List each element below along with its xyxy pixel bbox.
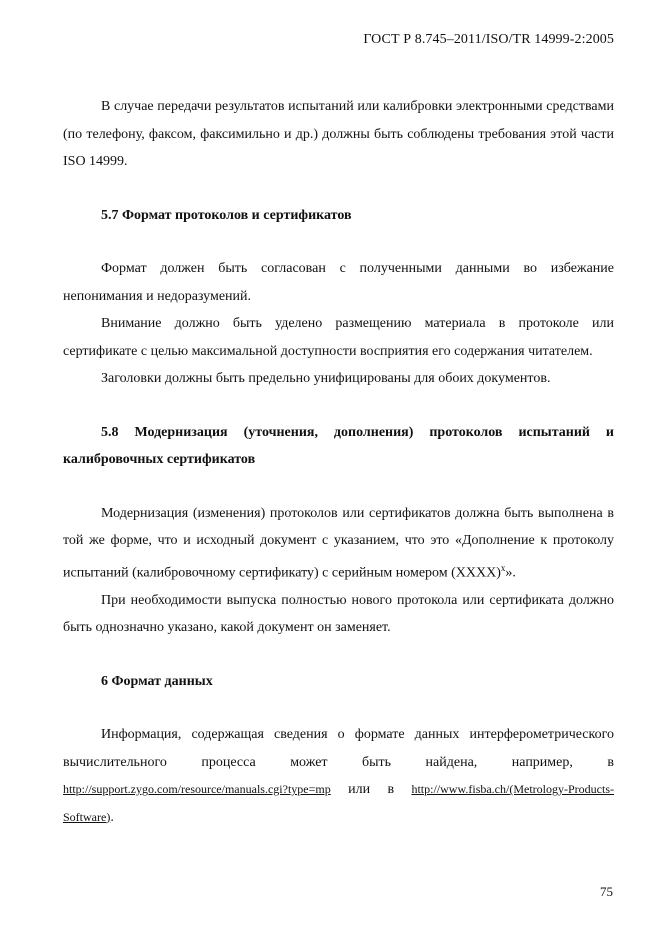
section-5-8-paragraph-1-end: ». (505, 565, 516, 581)
section-5-8-paragraph-1 (63, 500, 614, 587)
section-5-7-paragraph-3: Заголовки должны быть предельно унифицированы для обоих документов. (101, 371, 551, 386)
section-6-paragraph-1-end: . (110, 809, 114, 825)
section-6-title: 6 Формат данных (101, 673, 213, 689)
zygo-manuals-link[interactable]: http://support.zygo.com/resource/manuals.cgi?type=mp (63, 782, 331, 797)
section-6-or-in: или в (348, 782, 395, 798)
fisba-metrology-link[interactable]: http://www.fisba.ch/(Metrology-Products-Software) (63, 782, 614, 824)
footnote-marker: x (500, 562, 506, 573)
page-number: 75 (600, 884, 613, 899)
section-6-paragraph-1 (63, 721, 614, 831)
section-6-paragraph-1-text: Информация, содержащая сведения о формате данных интерферометрического вычислительного процесса может быть найдена, например, (63, 727, 614, 770)
section-6-in: в (607, 754, 614, 770)
section-5-7-paragraph-2: Внимание должно быть уделено размещению материала в протоколе или сертификате с целью максимальной доступности восприятия его содержания читателем. (63, 316, 614, 359)
section-5-7-paragraph-1: Формат должен быть согласован с полученными данными во избежание непонимания и недоразумений. (63, 261, 614, 304)
section-5-8-title: 5.8 Модернизация (уточнения, дополнения) протоколов испытаний и калибровочных сертификатов (63, 424, 614, 467)
standard-header: ГОСТ Р 8.745–2011/ISO/TR 14999-2:2005 (363, 32, 614, 47)
section-5-8-paragraph-2: При необходимости выпуска полностью нового протокола или сертификата должно быть однозначно указано, какой документ он заменяет. (63, 592, 614, 636)
section-5-7-title: 5.7 Формат протоколов и сертификатов (101, 207, 352, 223)
section-5-8-paragraph-1-text: Модернизация (изменения) протоколов или сертификатов должна быть выполнена в той же форме, что и исходный документ с указанием, что это «Дополнение к протоколу испытаний (калибровочному сертификату) с серийным номером (XXXX) (63, 505, 614, 581)
intro-paragraph: В случае передачи результатов испытаний или калибровки электронными средствами (по телефону, факсом, факсимильно и др.) должны быть соблюдены требования этой части ISO 14999. (63, 99, 614, 169)
page-content (63, 93, 614, 831)
